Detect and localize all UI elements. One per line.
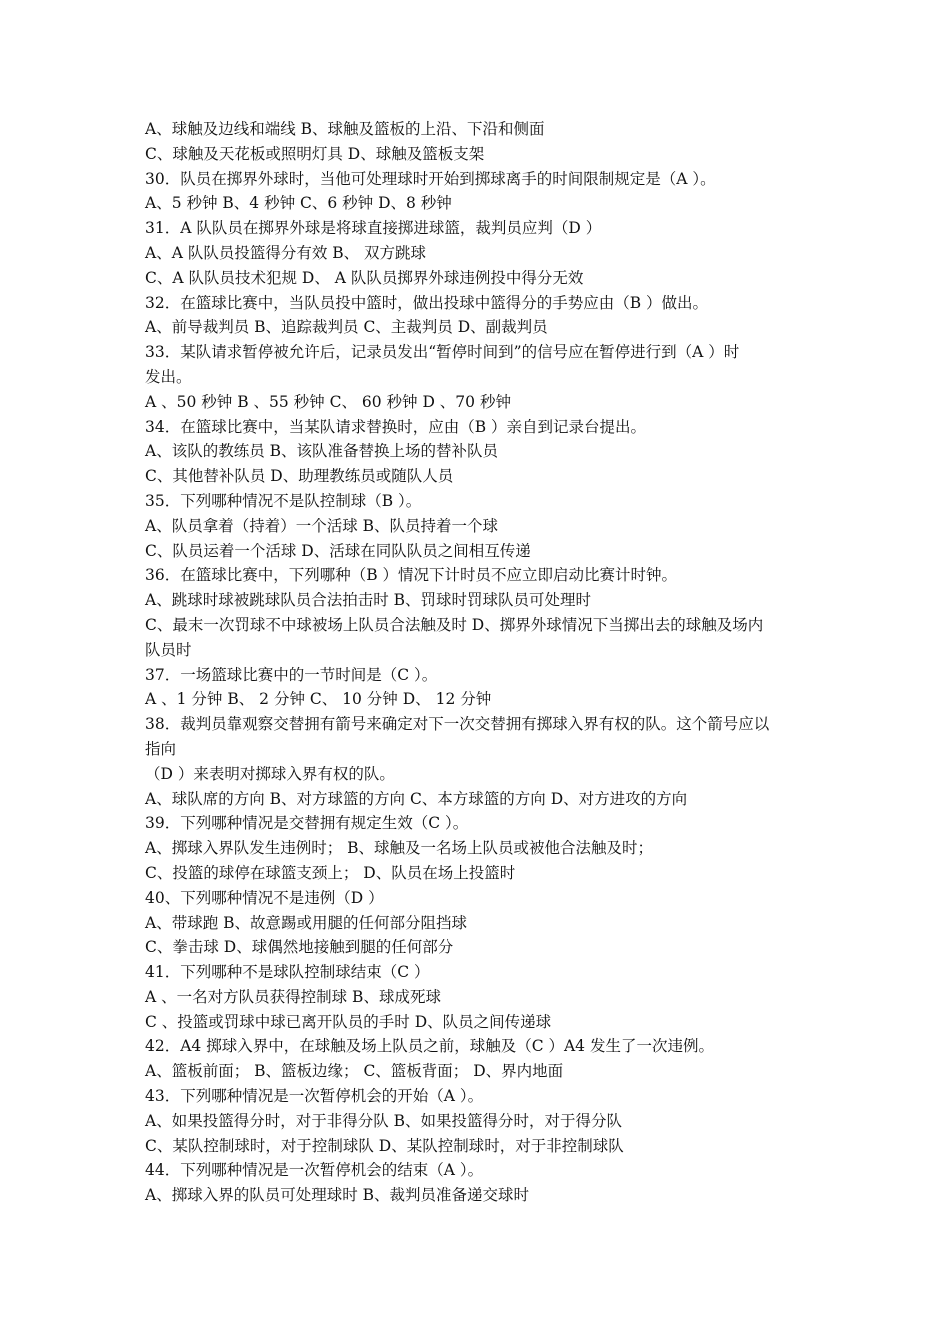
text-line: 发出。: [145, 367, 192, 386]
text-line: C、投篮的球停在球篮支颈上； D、队员在场上投篮时: [145, 863, 516, 882]
text-line: A 、50 秒钟 B 、55 秒钟 C、 60 秒钟 D 、70 秒钟: [145, 392, 511, 411]
text-line: C、其他替补队员 D、助理教练员或随队人员: [145, 467, 454, 486]
question-line: 35．下列哪种情况不是队控制球（B ）。: [145, 491, 422, 510]
text-line: A、跳球时球被跳球队员合法拍击时 B、罚球时罚球队员可处理时: [145, 591, 592, 610]
question-line: 37．一场篮球比赛中的一节时间是（C ）。: [145, 665, 438, 684]
question-line: 32．在篮球比赛中，当队员投中篮时，做出投球中篮得分的手势应由（B ）做出。: [145, 293, 709, 312]
text-line: C、队员运着一个活球 D、活球在同队队员之间相互传递: [145, 541, 531, 560]
text-line: A、带球跑 B、故意踢或用腿的任何部分阻挡球: [145, 913, 468, 932]
question-line: 41．下列哪种不是球队控制球结束（C ）: [145, 963, 430, 982]
text-line: 指向: [145, 739, 177, 758]
text-line: A、掷球入界队发生违例时； B、球触及一名场上队员或被他合法触及时；: [145, 839, 654, 858]
text-line: A、前导裁判员 B、追踪裁判员 C、主裁判员 D、副裁判员: [145, 318, 548, 337]
question-line: 31．A 队队员在掷界外球是将球直接掷进球篮，裁判员应判（D ）: [145, 219, 602, 238]
text-line: A、如果投篮得分时，对于非得分队 B、如果投篮得分时，对于得分队: [145, 1111, 623, 1130]
text-line: A、队员拿着（持着）一个活球 B、队员持着一个球: [145, 516, 499, 535]
text-line: A 、1 分钟 B、 2 分钟 C、 10 分钟 D、 12 分钟: [145, 690, 492, 709]
text-line: A、球队席的方向 B、对方球篮的方向 C、本方球篮的方向 D、对方进攻的方向: [145, 789, 688, 808]
text-line: A、该队的教练员 B、该队准备替换上场的替补队员: [145, 442, 499, 461]
text-line: C、拳击球 D、球偶然地接触到腿的任何部分: [145, 938, 454, 957]
text-line: C、球触及天花板或照明灯具 D、球触及篮板支架: [145, 144, 485, 163]
text-line: A、球触及边线和端线 B、球触及篮板的上沿、下沿和侧面: [145, 120, 545, 138]
text-line: （D ）来表明对掷球入界有权的队。: [145, 764, 395, 783]
text-line: C、最末一次罚球不中球被场上队员合法触及时 D、掷界外球情况下当掷出去的球触及场内: [145, 615, 764, 634]
question-line: 38．裁判员靠观察交替拥有箭号来确定对下一次交替拥有掷球入界有权的队。这个箭号应以: [145, 715, 770, 734]
text-line: A 、一名对方队员获得控制球 B、球成死球: [145, 987, 441, 1006]
question-line: 42．A4 掷球入界中，在球触及场上队员之前，球触及（C ）A4 发生了一次违例。: [145, 1037, 714, 1056]
text-line: C、某队控制球时，对于控制球队 D、某队控制球时，对于非控制球队: [145, 1136, 624, 1155]
question-line: 30．队员在掷界外球时，当他可处理球时开始到掷球离手的时间限制规定是（A ）。: [145, 169, 716, 188]
question-line: 43．下列哪种情况是一次暂停机会的开始（A ）。: [145, 1087, 484, 1106]
text-line: C 、投篮或罚球中球已离开队员的手时 D、队员之间传递球: [145, 1012, 552, 1031]
text-line: A、A 队队员投篮得分有效 B、 双方跳球: [145, 243, 427, 262]
question-line: 33．某队请求暂停被允许后，记录员发出“暂停时间到”的信号应在暂停进行到（A ）时: [145, 343, 740, 362]
text-line: 队员时: [145, 640, 192, 659]
question-line: 34．在篮球比赛中，当某队请求替换时，应由（B ）亲自到记录台提出。: [145, 417, 647, 436]
text-line: A、5 秒钟 B、4 秒钟 C、6 秒钟 D、8 秒钟: [145, 194, 452, 213]
document-body: [145, 117, 825, 1208]
text-line: A、篮板前面； B、篮板边缘； C、篮板背面； D、界内地面: [145, 1062, 564, 1081]
question-line: 39．下列哪种情况是交替拥有规定生效（C ）。: [145, 814, 469, 833]
question-line: 40、下列哪种情况不是违例（D ）: [145, 888, 384, 907]
text-line: C、A 队队员技术犯规 D、 A 队队员掷界外球违例投中得分无效: [145, 268, 584, 287]
question-line: 36．在篮球比赛中，下列哪种（B ）情况下计时员不应立即启动比赛计时钟。: [145, 566, 678, 585]
text-line: A、掷球入界的队员可处理球时 B、裁判员准备递交球时: [145, 1186, 530, 1205]
question-line: 44．下列哪种情况是一次暂停机会的结束（A ）。: [145, 1161, 484, 1180]
